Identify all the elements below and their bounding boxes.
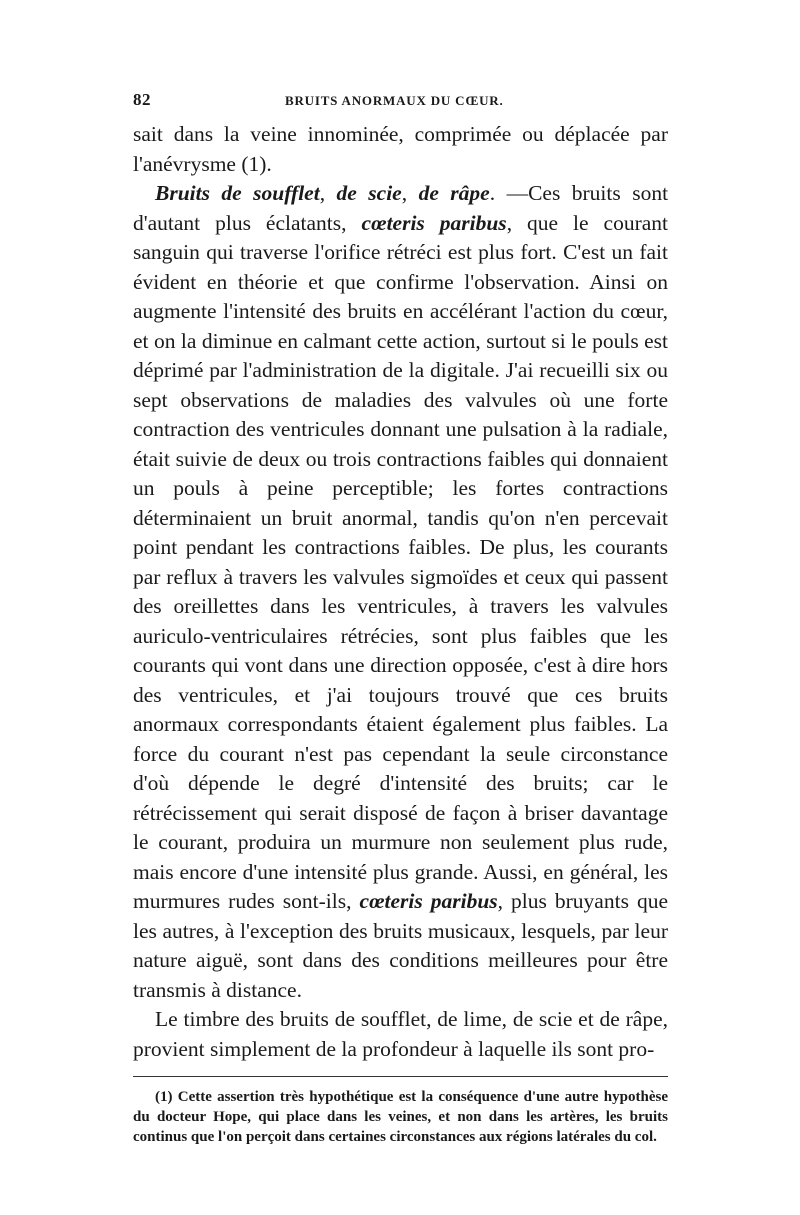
- paragraph-2-part-c: , plus bruyants que les autres, à l'exception des bruits musicaux, lesquels, par leur nature aiguë, sont dans des conditions meilleures pour être transmis à distance.: [133, 889, 668, 1002]
- paragraph-2: [133, 179, 668, 1005]
- paragraph-2-part-a: . —Ces bruits sont d'autant plus éclatants,: [133, 181, 669, 235]
- paragraph-1: sait dans la veine innominée, comprimée ou déplacée par l'anévrysme (1).: [133, 122, 668, 176]
- section-heading-soufflet: Bruits de soufflet: [155, 181, 320, 205]
- running-title: BRUITS ANORMAUX DU CŒUR.: [285, 93, 504, 108]
- page-number: 82: [133, 90, 151, 109]
- book-page: [133, 90, 668, 1162]
- heading-separator: ,: [319, 181, 337, 205]
- heading-separator: ,: [401, 181, 419, 205]
- page-header: [133, 90, 668, 114]
- latin-phrase: cœteris paribus: [359, 889, 498, 913]
- section-heading-scie: de scie: [336, 181, 402, 205]
- body-text: [133, 120, 668, 1064]
- paragraph-3: Le timbre des bruits de soufflet, de lime, de scie et de râpe, provient simplement de la profondeur à laquelle ils sont pro-: [133, 1007, 668, 1061]
- footnote-divider: [133, 1076, 668, 1077]
- section-heading-rape: de râpe: [418, 181, 490, 205]
- footnote: (1) Cette assertion très hypothétique est la conséquence d'une autre hypothèse du docteur Hope, qui place dans les veines, et non dans les artères, les bruits continus que l'on perçoit dans certaines circonstances aux régions latérales du col.: [133, 1089, 668, 1145]
- paragraph-2-part-b: , que le courant sanguin qui traverse l'orifice rétréci est plus fort. C'est un fait évident en théorie et que confirme l'observation. Ainsi on augmente l'intensité des bruits en accélérant l'action du cœur, et on la diminue en calmant cette action, surtout si le pouls est déprimé par l'administration de la digitale. J'ai recueilli six ou sept observations de maladies des valvules où une forte contraction des ventricules donnant une pulsation à la radiale, était suivie de deux ou trois contractions faibles qui donnaient un pouls à peine perceptible; les fortes contractions déterminaient un bruit anormal, tandis qu'on n'en percevait point pendant les contractions faibles. De plus, les courants par reflux à travers les valvules sigmoïdes et ceux qui passent des oreillettes dans les ventricules, à travers les valvules auriculo-ventriculaires rétrécies, sont plus faibles que les courants qui vont dans une direction opposée, c'est à dire hors des ventricules, et j'ai toujours trouvé que ces bruits anormaux correspondants étaient également plus faibles. La force du courant n'est pas cependant la seule circonstance d'où dépende le degré d'intensité des bruits; car le rétrécissement qui serait disposé de façon à briser davantage le courant, produira un murmure non seulement plus rude, mais encore d'une intensité plus grande. Aussi, en général, les murmures rudes sont-ils,: [133, 210, 668, 913]
- latin-phrase: cœteris paribus: [361, 210, 507, 235]
